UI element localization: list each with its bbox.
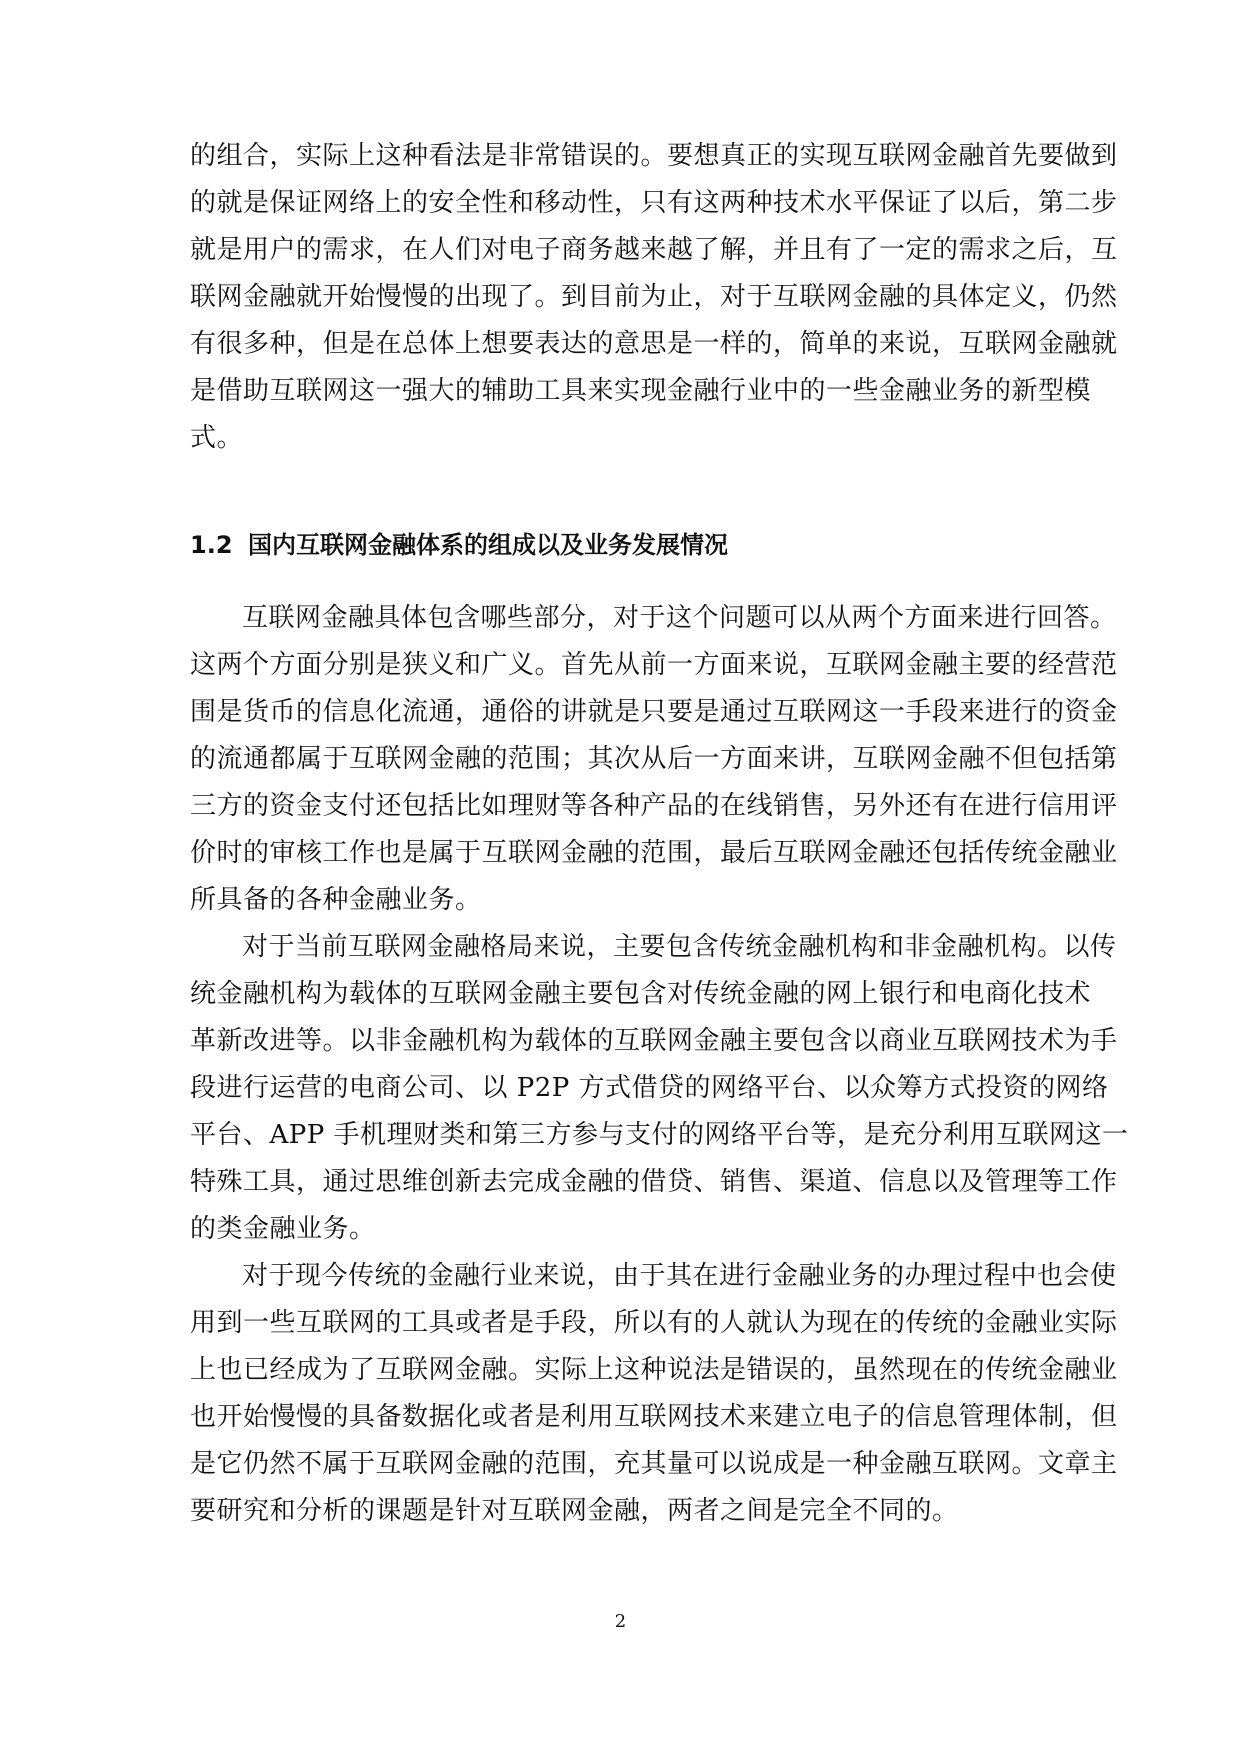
paragraph-line: 段进行运营的电商公司、以 P2P 方式借贷的网络平台、以众筹方式投资的网络 — [190, 1073, 1109, 1103]
paragraph-line: 要研究和分析的课题是针对互联网金融，两者之间是完全不同的。 — [190, 1496, 959, 1526]
paragraph-line: 对于当前互联网金融格局来说，主要包含传统金融机构和非金融机构。以传 — [242, 932, 1117, 962]
paragraph-line: 式。 — [190, 423, 244, 453]
paragraph-line: 用到一些互联网的工具或者是手段，所以有的人就认为现在的传统的金融业实际 — [190, 1308, 1118, 1338]
paragraph-line: 这两个方面分别是狭义和广义。首先从前一方面来说，互联网金融主要的经营范 — [190, 650, 1118, 680]
paragraph-line: 三方的资金支付还包括比如理财等各种产品的在线销售，另外还有在进行信用评 — [190, 791, 1118, 821]
paragraph-line: 的类金融业务。 — [190, 1214, 376, 1244]
paragraph-line: 特殊工具，通过思维创新去完成金融的借贷、销售、渠道、信息以及管理等工作 — [190, 1167, 1118, 1197]
paragraph-line: 的流通都属于互联网金融的范围；其次从后一方面来讲，互联网金融不但包括第 — [190, 744, 1118, 774]
paragraph-line: 就是用户的需求，在人们对电子商务越来越了解，并且有了一定的需求之后，互 — [190, 235, 1118, 265]
paragraph-line: 互联网金融具体包含哪些部分，对于这个问题可以从两个方面来进行回答。 — [242, 603, 1117, 633]
paragraph-line: 的就是保证网络上的安全性和移动性，只有这两种技术水平保证了以后，第二步 — [190, 188, 1118, 218]
paragraph-line: 是借助互联网这一强大的辅助工具来实现金融行业中的一些金融业务的新型模 — [190, 376, 1092, 406]
paragraph-line: 有很多种，但是在总体上想要表达的意思是一样的，简单的来说，互联网金融就 — [190, 329, 1118, 359]
section-number: 1.2 — [190, 531, 233, 559]
paragraph-line: 围是货币的信息化流通，通俗的讲就是只要是通过互联网这一手段来进行的资金 — [190, 697, 1118, 727]
paragraph-line: 是它仍然不属于互联网金融的范围，充其量可以说成是一种金融互联网。文章主 — [190, 1449, 1118, 1479]
paragraph-line: 的组合，实际上这种看法是非常错误的。要想真正的实现互联网金融首先要做到 — [190, 141, 1118, 171]
paragraph-line: 上也已经成为了互联网金融。实际上这种说法是错误的，虽然现在的传统金融业 — [190, 1355, 1118, 1385]
paragraph-line: 统金融机构为载体的互联网金融主要包含对传统金融的网上银行和电商化技术 — [190, 979, 1092, 1009]
paragraph-line: 联网金融就开始慢慢的出现了。到目前为止，对于互联网金融的具体定义，仍然 — [190, 282, 1118, 312]
paragraph-line: 所具备的各种金融业务。 — [190, 885, 482, 915]
section-title: 国内互联网金融体系的组成以及业务发展情况 — [248, 531, 728, 559]
paragraph-line: 平台、APP 手机理财类和第三方参与支付的网络平台等，是充分利用互联网这一 — [190, 1120, 1129, 1150]
paragraph-line: 也开始慢慢的具备数据化或者是利用互联网技术来建立电子的信息管理体制，但 — [190, 1402, 1118, 1432]
section-heading — [190, 523, 728, 567]
paragraph-line: 价时的审核工作也是属于互联网金融的范围，最后互联网金融还包括传统金融业 — [190, 838, 1118, 868]
page-number: 2 — [614, 1611, 627, 1632]
paragraph-line: 革新改进等。以非金融机构为载体的互联网金融主要包含以商业互联网技术为手 — [190, 1026, 1118, 1056]
paragraph-line: 对于现今传统的金融行业来说，由于其在进行金融业务的办理过程中也会使 — [242, 1261, 1117, 1291]
